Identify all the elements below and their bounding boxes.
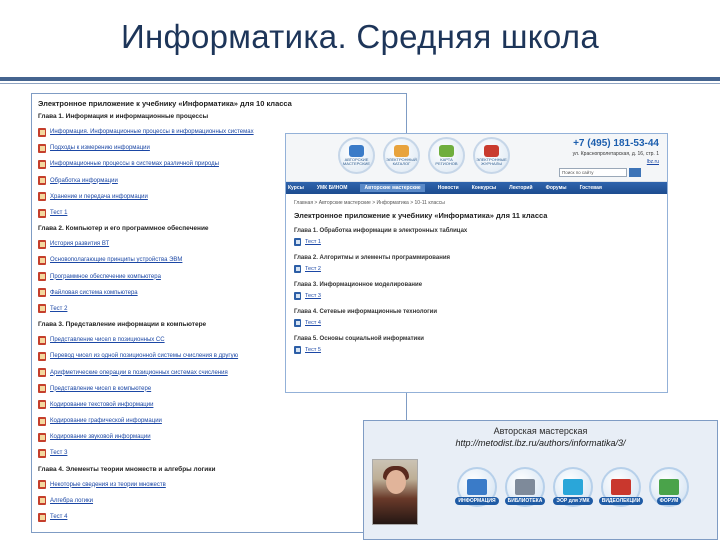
nav-item[interactable]: Гостевая: [579, 185, 602, 191]
document-icon: [38, 417, 46, 426]
site-search-input[interactable]: Поиск по сайту: [559, 168, 627, 177]
list-item[interactable]: [38, 477, 400, 493]
chapter-heading: Глава 1. Информация и информационные процессы: [38, 113, 209, 120]
section-label: ИНФОРМАЦИЯ: [455, 497, 498, 505]
document-icon: [38, 336, 46, 345]
site-phone: +7 (495) 181-53-44: [573, 138, 659, 149]
document-icon: [294, 238, 301, 246]
author-section-button[interactable]: [648, 467, 690, 519]
document-icon: [38, 384, 46, 393]
chapter-heading: Глава 5. Основы социальной информатики: [294, 336, 424, 342]
list-item[interactable]: [38, 413, 400, 429]
nav-item[interactable]: Курсы: [288, 185, 304, 191]
logo-glyph-icon: [394, 145, 409, 157]
chapter-heading: Глава 3. Представление информации в компьютере: [38, 321, 207, 329]
section-glyph-icon: [563, 479, 583, 495]
section-label: ВИДЕОЛЕКЦИИ: [599, 497, 644, 505]
section-label: БИБЛИОТЕКА: [505, 497, 546, 505]
author-photo-face: [386, 470, 406, 494]
section-glyph-icon: [611, 479, 631, 495]
author-section-button[interactable]: [504, 467, 546, 519]
document-icon: [38, 304, 46, 313]
author-icon-row: [456, 467, 690, 519]
document-icon: [38, 480, 46, 489]
nav-item[interactable]: Лекторий: [509, 185, 533, 191]
site-nav-bar: [286, 182, 667, 194]
author-section-button[interactable]: [456, 467, 498, 519]
item-link[interactable]: Некоторые сведения из теории множеств: [50, 481, 166, 488]
nav-item[interactable]: Авторские мастерские: [360, 184, 424, 192]
section-label: ФОРУМ: [657, 497, 682, 505]
site-content: [286, 194, 667, 369]
document-icon: [38, 128, 46, 137]
document-icon: [38, 449, 46, 458]
site-address: ул. Краснопролетарская, д. 16, стр. 1: [572, 151, 659, 157]
title-divider: [0, 77, 720, 81]
logo-glyph-icon: [484, 145, 499, 157]
item-link[interactable]: Основополагающие принципы устройства ЭВМ: [50, 257, 183, 264]
item-link[interactable]: Тест 1: [50, 210, 68, 217]
document-icon: [38, 160, 46, 169]
document-icon: [38, 209, 46, 218]
list-item[interactable]: [38, 445, 400, 461]
item-link[interactable]: Тест 2: [50, 305, 68, 312]
test-item[interactable]: [294, 319, 659, 327]
item-link[interactable]: Тест 4: [50, 514, 68, 521]
document-icon: [294, 346, 301, 354]
document-icon: [38, 272, 46, 281]
test-item[interactable]: [294, 265, 659, 273]
document-icon: [38, 240, 46, 249]
grade11-website-panel: [285, 133, 668, 393]
nav-item[interactable]: УМК БИНОМ: [316, 185, 348, 191]
logo-label: ЭЛЕКТРОННЫЕ ЖУРНАЛЫ: [476, 156, 507, 166]
author-section-button[interactable]: [600, 467, 642, 519]
item-link[interactable]: Представление чисел в компьютере: [50, 385, 152, 392]
chapter-heading: Глава 2. Алгоритмы и элементы программирования: [294, 255, 451, 261]
item-link[interactable]: Информация. Информационные процессы в информационных системах: [50, 129, 254, 136]
list-item[interactable]: [38, 509, 400, 525]
grade10-header: Электронное приложение к учебнику «Информатика» для 10 класса: [38, 99, 292, 108]
site-address-link[interactable]: lbz.ru: [646, 159, 659, 165]
site-search-button[interactable]: [629, 168, 641, 177]
chapter-heading: Глава 4. Элементы теории множеств и алгебры логики: [38, 465, 216, 473]
item-link[interactable]: Хранение и передача информации: [50, 193, 148, 200]
item-link[interactable]: Информационные процессы в системах различной природы: [50, 161, 219, 168]
nav-item[interactable]: Новости: [437, 185, 459, 191]
chapter-heading: Глава 3. Информационное моделирование: [294, 282, 423, 288]
list-item[interactable]: [38, 397, 400, 413]
site-logo-icon[interactable]: [338, 137, 375, 174]
document-icon: [38, 144, 46, 153]
document-icon: [38, 400, 46, 409]
author-section-button[interactable]: [552, 467, 594, 519]
author-workshop-url[interactable]: http://metodist.lbz.ru/authors/informatika/3/: [455, 438, 626, 448]
test-link[interactable]: Тест 3: [305, 293, 321, 299]
grade11-header: Электронное приложение к учебнику «Информатика» для 11 класса: [294, 211, 548, 220]
chapter-heading: Глава 4. Сетевые информационные технологии: [294, 309, 438, 315]
logo-label: КАРТА РЕГИОНОВ: [435, 156, 458, 166]
document-icon: [294, 265, 301, 273]
item-link[interactable]: Кодирование графической информации: [50, 418, 162, 425]
item-link[interactable]: Арифметические операции в позиционных системах счисления: [50, 369, 228, 376]
section-label: ЭОР для УМК: [553, 497, 592, 505]
document-icon: [38, 288, 46, 297]
author-workshop-panel: [363, 420, 718, 540]
document-icon: [38, 352, 46, 361]
document-icon: [38, 192, 46, 201]
item-link[interactable]: История развития ВТ: [50, 241, 110, 248]
site-logo-icon[interactable]: [473, 137, 510, 174]
item-link[interactable]: Тест 3: [50, 450, 68, 457]
site-logo-icon[interactable]: [428, 137, 465, 174]
site-header: [286, 134, 667, 182]
item-link[interactable]: Программное обеспечение компьютера: [50, 273, 161, 280]
item-link[interactable]: Кодирование текстовой информации: [50, 401, 154, 408]
test-item[interactable]: [294, 346, 659, 354]
test-item[interactable]: [294, 238, 659, 246]
logo-label: ЭЛЕКТРОННЫЙ КАТАЛОГ: [386, 156, 417, 166]
document-icon: [294, 319, 301, 327]
logo-glyph-icon: [439, 145, 454, 157]
site-contact: [549, 138, 659, 165]
document-icon: [38, 368, 46, 377]
test-link[interactable]: Тест 4: [305, 320, 321, 326]
chapter-heading: Глава 1. Обработка информации в электронных таблицах: [294, 228, 468, 234]
logo-label: АВТОРСКИЕ МАСТЕРСКИЕ: [342, 156, 371, 166]
grade11-chapter-list: [294, 228, 659, 354]
document-icon: [38, 433, 46, 442]
section-glyph-icon: [515, 479, 535, 495]
test-link[interactable]: Тест 1: [305, 239, 321, 245]
document-icon: [38, 256, 46, 265]
test-link[interactable]: Тест 5: [305, 347, 321, 353]
list-item[interactable]: [38, 493, 400, 509]
item-link[interactable]: Перевод чисел из одной позиционной системы счисления в другую: [50, 353, 239, 360]
section-glyph-icon: [467, 479, 487, 495]
title-divider-thin: [0, 83, 720, 84]
document-icon: [38, 176, 46, 185]
item-link[interactable]: Файловая система компьютера: [50, 289, 138, 296]
test-item[interactable]: [294, 292, 659, 300]
site-logos: [338, 137, 510, 174]
slide-title: Информатика. Средняя школа: [120, 18, 600, 55]
logo-glyph-icon: [349, 145, 364, 157]
author-workshop-title: Авторская мастерская: [493, 426, 588, 436]
section-glyph-icon: [659, 479, 679, 495]
test-link[interactable]: Тест 2: [305, 266, 321, 272]
item-link[interactable]: Представление чисел в позиционных СС: [50, 337, 165, 344]
item-link[interactable]: Обработка информации: [50, 177, 118, 184]
nav-item[interactable]: Конкурсы: [471, 185, 497, 191]
item-link[interactable]: Подходы к измерению информации: [50, 145, 150, 152]
breadcrumb: Главная > Авторские мастерские > Информатика > 10-11 классы: [294, 200, 445, 206]
chapter-heading: Глава 2. Компьютер и его программное обеспечение: [38, 225, 209, 233]
author-photo: [372, 459, 418, 525]
site-logo-icon[interactable]: [383, 137, 420, 174]
nav-item[interactable]: Форумы: [545, 185, 567, 191]
list-item[interactable]: [38, 429, 400, 445]
document-icon: [38, 496, 46, 505]
item-link[interactable]: Кодирование звуковой информации: [50, 434, 151, 441]
document-icon: [294, 292, 301, 300]
item-link[interactable]: Алгебра логики: [50, 497, 94, 504]
document-icon: [38, 513, 46, 522]
